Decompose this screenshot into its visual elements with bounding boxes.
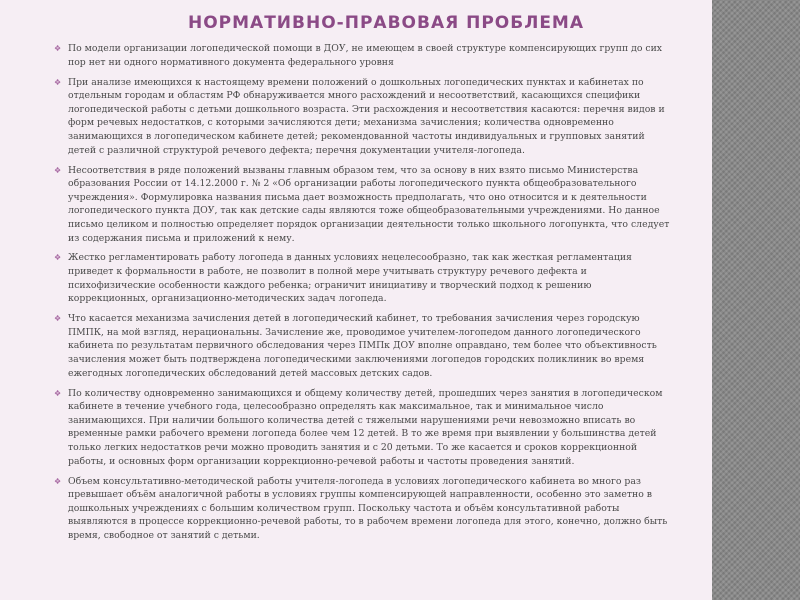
list-item-text: Что касается механизма зачисления детей в логопедический кабинет, то требования зачисления через городскую ПМПК, на мой взгляд, нерациональны. Зачисление же, проводимое учителем-логопедом данного логопедического кабинета по результатам первичного обследования через ПМПк ДОУ вполне оправдано, тем более что объективность зачисления может быть подтверждена логопедическими заключениями логопедов городских поликлиник во время ежегодных логопедических обследований детей массовых детских садов. [68,313,657,379]
slide-title: НОРМАТИВНО-ПРАВОВАЯ ПРОБЛЕМА [188,13,585,33]
list-item [54,76,670,158]
list-item-text: Несоответствия в ряде положений вызваны главным образом тем, что за основу в них взято письмо Министерства образования России от 14.12.2000 г. № 2 «Об организации работы логопедического пункта общеобразовательного учреждения». Формулировка названия письма дает возможность предполагать, что оно относится и к деятельности логопедического пункта ДОУ, так как детские сады являются тоже общеобразовательными учреждениями. Но данное письмо целиком и полностью определяет порядок организации деятельности только школьного логопункта, что следует из содержания письма и приложений к нему. [68,164,670,244]
list-item-text: Жестко регламентировать работу логопеда в данных условиях нецелесообразно, так как жесткая регламентация приведет к формальности в работе, не позволит в полной мере учитывать структуру речевого дефекта и психофизические особенности каждого ребенка; ограничит инициативу и творческий подход к решению коррекционных, организационно-методических задач логопеда. [68,252,632,305]
list-item-text: Объем консультативно-методической работы учителя-логопеда в условиях логопедического кабинета во много раз превышает объём аналогичной работы в условиях группы компенсирующей направленности, особенно это заметно в дошкольных учреждениях с большим количеством групп. Поскольку частота и объём консультативной работы выявляются в процессе коррекционно-речевой работы, то в рабочем времени логопеда для этого, конечно, должно быть время, свободное от занятий с детьми. [68,475,668,541]
list-item [54,475,670,543]
list-item-text: При анализе имеющихся к настоящему времени положений о дошкольных логопедических пунктах и кабинетах по отдельным городам и областям РФ обнаруживается много расхождений и несоответствий, касающихся специфики логопедической работы с детьми дошкольного возраста. Эти расхождения и несоответствия касаются: перечня видов и форм речевых недостатков, с которыми зачисляются дети; механизма зачисления; количества одновременно занимающихся в логопедическом кабинете детей; рекомендованной частоты индивидуальных и групповых занятий детей с различной структурой речевого дефекта; перечня документации учителя-логопеда. [68,76,665,156]
diamond-bullet-icon: ❖ [54,44,62,53]
bullet-list [54,42,670,549]
list-item [54,42,670,69]
diamond-bullet-icon: ❖ [54,165,62,175]
diamond-bullet-icon: ❖ [54,77,62,87]
list-item-text: По количеству одновременно занимающихся и общему количеству детей, прошедших через занятия в логопедическом кабинете в течение учебного года, целесообразно определять как максимальное, так и минимальное число занимающихся. При наличии большого количества детей с тяжелыми нарушениями речи невозможно вписать во временные рамки рабочего времени логопеда более чем 12 детей. В то же время при выявлении у большинства детей только легких недостатков речи можно проводить занятия и с 20 детьми. То же касается и сроков коррекционной работы, и основных форм организации коррекционно-речевой работы и частоты проведения занятий. [68,387,663,467]
list-item [54,312,670,380]
diamond-bullet-icon: ❖ [54,314,62,324]
diamond-bullet-icon: ❖ [54,476,62,486]
list-item [54,164,670,246]
diamond-bullet-icon: ❖ [54,253,62,263]
list-item [54,387,670,469]
list-item [54,251,670,305]
list-item-text: По модели организации логопедической помощи в ДОУ, не имеющем в своей структуре компенсирующих групп до сих пор нет ни одного нормативного документа федерального уровня [68,43,663,68]
diamond-bullet-icon: ❖ [54,388,62,398]
decorative-side-band [712,0,800,600]
